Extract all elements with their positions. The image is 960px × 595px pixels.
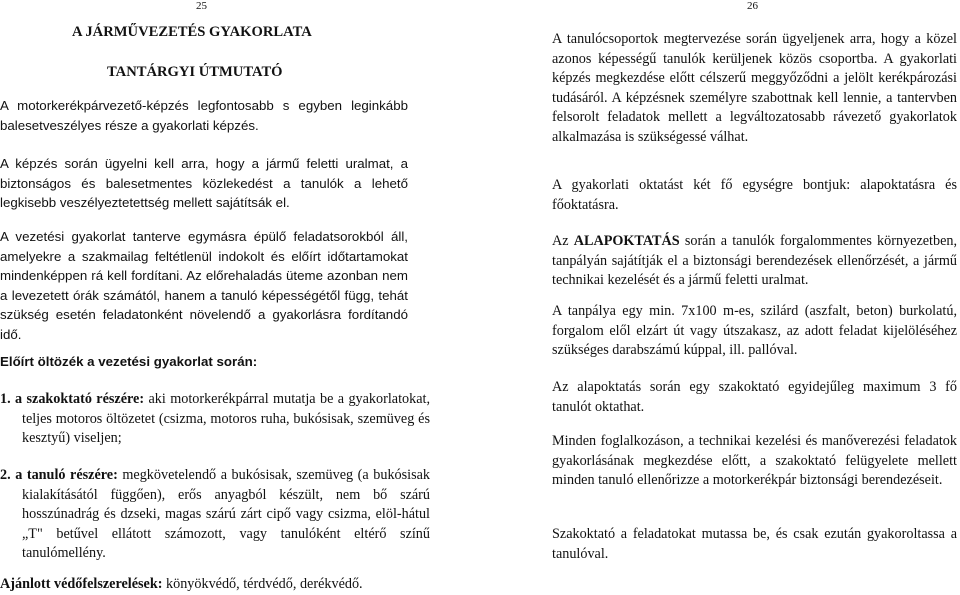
paragraph-basic-training bbox=[552, 232, 957, 291]
list-item-label: 2. a tanuló részére: bbox=[0, 467, 118, 483]
paragraph-curriculum: A vezetési gyakorlat tanterve egymásra épülő feladatsorokból áll, amelyekre a szakmailag feltétlenül indokolt és előírt időtartamokat mindenképpen rá kell fordítani. Az előrehaladás üteme azonban nem a levezetett órák számától, hanem a tanuló képességétől függ, tehát szükség esetén feladatonként növelendő a gyakorlásra fordítandó idő. bbox=[0, 229, 408, 342]
page-subtitle: TANTÁRGYI ÚTMUTATÓ bbox=[107, 64, 283, 80]
section-heading-attire bbox=[0, 352, 408, 372]
paragraph-track: A tanpálya egy min. 7x100 m-es, szilárd (aszfalt, beton) burkolatú, forgalom elől elzárt út vagy útszakasz, az adott feladat kijelöléséhez szükséges darabszámú kúppal, ill. pallóval. bbox=[552, 303, 957, 358]
list-item-text: aki motorkerékpárral mutatja be a gyakorlatokat, teljes motoros öltözetet (csizma, motoros ruha, bukósisak, szemüveg és kesztyű) viseljen; bbox=[22, 391, 430, 446]
page-title: A JÁRMŰVEZETÉS GYAKORLATA bbox=[72, 24, 312, 40]
page-number: 26 bbox=[747, 0, 758, 12]
paragraph-demonstration: Szakoktató a feladatokat mutassa be, és csak ezután gyakoroltassa a tanulóval. bbox=[552, 526, 957, 562]
paragraph-keyword: ALAPOKTATÁS bbox=[573, 233, 680, 249]
list-item-student bbox=[0, 466, 430, 564]
heading-text: Előírt öltözék a vezetési gyakorlat során: bbox=[0, 354, 258, 369]
paragraph-units: A gyakorlati oktatást két fő egységre bontjuk: alapoktatásra és főoktatásra. bbox=[552, 177, 957, 213]
paragraph-checks: Minden foglalkozáson, a technikai kezelési és manőverezési feladatok gyakorlásának megkezdése előtt, a szakoktató felügyelete mellett minden tanuló ellenőrizze a motorkerékpár biztonsági berendezéseit. bbox=[552, 433, 957, 488]
recommended-label: Ajánlott védőfelszerelések: bbox=[0, 576, 163, 592]
paragraph-intro: A motorkerékpárvezető-képzés legfontosabb s egyben leginkább balesetveszélyes része a gyakorlati képzés. bbox=[0, 98, 408, 133]
paragraph-ratio: Az alapoktatás során egy szakoktató egyidejűleg maximum 3 fő tanulót oktathat. bbox=[552, 379, 957, 415]
paragraph-prefix: Az bbox=[552, 233, 569, 249]
list-item-text: megkövetelendő a bukósisak, szemüveg (a bukósisak kialakításától függően), erős anyagból készült, nem bő szárú hosszúnadrág és dzseki, magas szárú zárt cipő vagy csizma, elöl-hátul „T" betűvel ellátott számozott, vagy tanulóként eltérő színű tanulómellény. bbox=[22, 467, 431, 561]
list-item-instructor bbox=[0, 390, 430, 449]
paragraph-text: során a tanulók forgalommentes környezetben, tanpályán sajátítják el a biztonsági berendezések ellenőrzését, a jármű technikai kezelését és a jármű feletti uralmat. bbox=[552, 233, 958, 288]
page-number: 25 bbox=[196, 0, 207, 12]
left-page bbox=[0, 0, 431, 592]
paragraph-groups: A tanulócsoportok megtervezése során ügyeljenek arra, hogy a közel azonos képességű tanulók kerüljenek közös csoportba. A gyakorlati képzés megkezdése előtt célszerű meggyőződni a jelölt kerékpározási tudásáról. A képzésnek személyre szabottnak kell lennie, a tantervben felsorolt feladatok mellett a legváltozatosabb rávezető gyakorlatok alkalmazása is szükségessé válhat. bbox=[552, 31, 957, 145]
list-item-label: 1. a szakoktató részére: bbox=[0, 391, 145, 407]
recommended-text: könyökvédő, térdvédő, derékvédő. bbox=[166, 576, 363, 592]
paragraph-safety: A képzés során ügyelni kell arra, hogy a jármű feletti uralmat, a biztonságos és balesetmentes közlekedést a tanulók a lehető legkisebb veszélyeztetettség mellett sajátítsák el. bbox=[0, 156, 408, 210]
right-page bbox=[552, 0, 958, 592]
